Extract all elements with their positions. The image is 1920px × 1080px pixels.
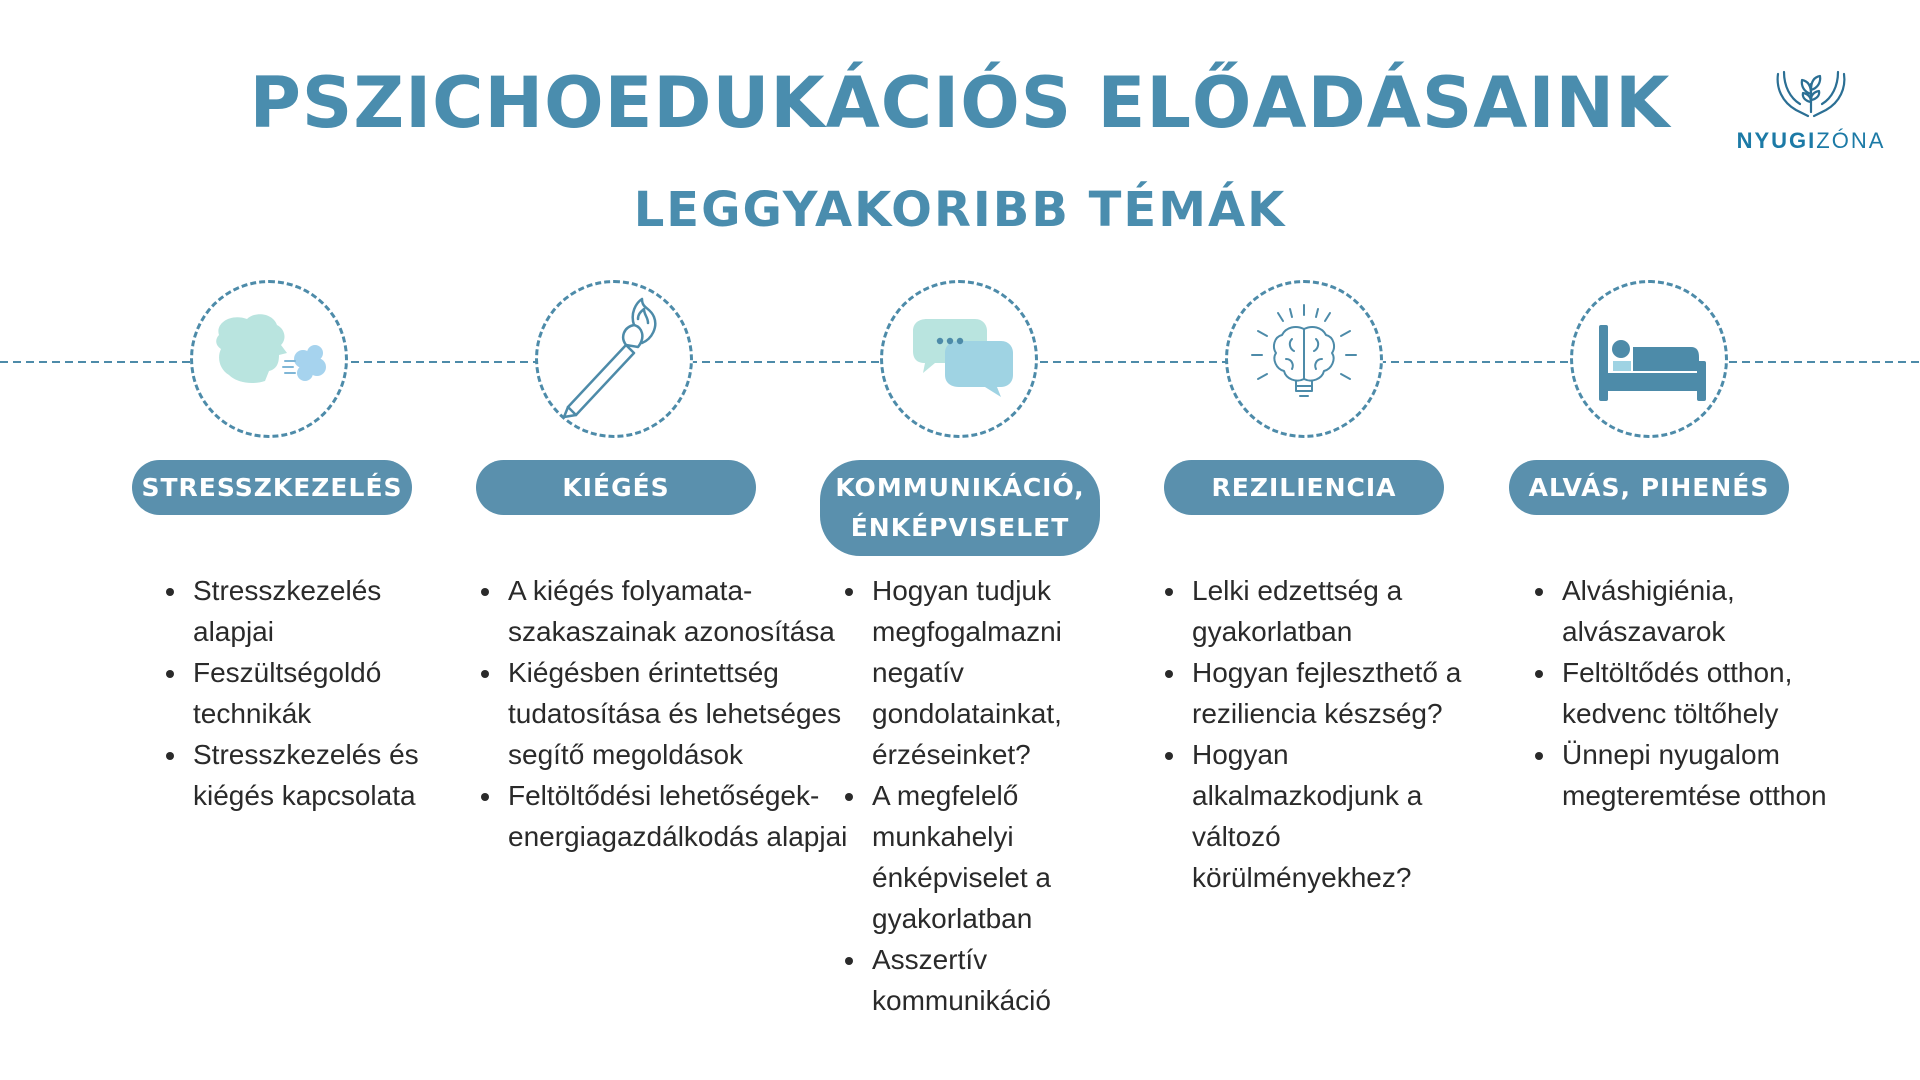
- topic-icon-circle: [880, 280, 1038, 438]
- page-title: PSZICHOEDUKÁCIÓS ELŐADÁSAINK: [249, 62, 1671, 144]
- list-item: • Kiégésben érintettség tudatosítása és lehetséges segítő megoldások: [504, 652, 874, 775]
- brand-name: NYUGIZÓNA: [1736, 128, 1886, 153]
- topic-icon-circle: [190, 280, 348, 438]
- brain-bulb-icon: [1228, 283, 1380, 435]
- list-item: • Alváshigiénia, alvászavarok: [1558, 570, 1828, 652]
- topic-title-kieges: KIÉGÉS: [476, 460, 756, 515]
- breath-head-icon: [193, 283, 345, 435]
- topic-title-alvas: ALVÁS, PIHENÉS: [1509, 460, 1789, 515]
- list-item: • Stresszkezelés és kiégés kapcsolata: [189, 734, 459, 816]
- list-item: • Hogyan fejleszthető a reziliencia készség?: [1188, 652, 1488, 734]
- topic-list-stresszkezeles: [155, 570, 459, 816]
- list-item: • Stresszkezelés alapjai: [189, 570, 459, 652]
- topic-icon-circle: [535, 280, 693, 438]
- burning-match-icon: [538, 283, 690, 435]
- list-item: • A megfelelő munkahelyi énképviselet a gyakorlatban: [868, 775, 1128, 939]
- list-item: • Feszültségoldó technikák: [189, 652, 459, 734]
- list-item: • Feltöltődés otthon, kedvenc töltőhely: [1558, 652, 1828, 734]
- topic-title-reziliencia: REZILIENCIA: [1164, 460, 1444, 515]
- topic-list-kommunikacio: [834, 570, 1128, 1021]
- topic-list-kieges: [470, 570, 874, 857]
- topic-title-kommunikacio: KOMMUNIKÁCIÓ, ÉNKÉPVISELET: [820, 460, 1100, 556]
- topic-icon-circle: [1225, 280, 1383, 438]
- page-subtitle: LEGGYAKORIBB TÉMÁK: [633, 182, 1287, 238]
- topic-list-reziliencia: [1154, 570, 1488, 898]
- list-item: • Asszertív kommunikáció: [868, 939, 1128, 1021]
- topic-title-stresszkezeles: STRESSZKEZELÉS: [132, 460, 412, 515]
- hands-plant-icon: [1772, 68, 1850, 124]
- list-item: • Hogyan tudjuk megfogalmazni negatív gondolatainkat, érzéseinket?: [868, 570, 1128, 775]
- bed-icon: [1573, 283, 1725, 435]
- list-item: • Ünnepi nyugalom megteremtése otthon: [1558, 734, 1828, 816]
- topic-icon-circle: [1570, 280, 1728, 438]
- list-item: • Hogyan alkalmazkodjunk a változó körülményekhez?: [1188, 734, 1488, 898]
- list-item: • A kiégés folyamata- szakaszainak azonosítása: [504, 570, 874, 652]
- speech-bubbles-icon: [883, 283, 1035, 435]
- topic-list-alvas: [1524, 570, 1828, 816]
- list-item: • Feltöltődési lehetőségek- energiagazdálkodás alapjai: [504, 775, 874, 857]
- brand-logo: [1725, 68, 1897, 168]
- list-item: • Lelki edzettség a gyakorlatban: [1188, 570, 1488, 652]
